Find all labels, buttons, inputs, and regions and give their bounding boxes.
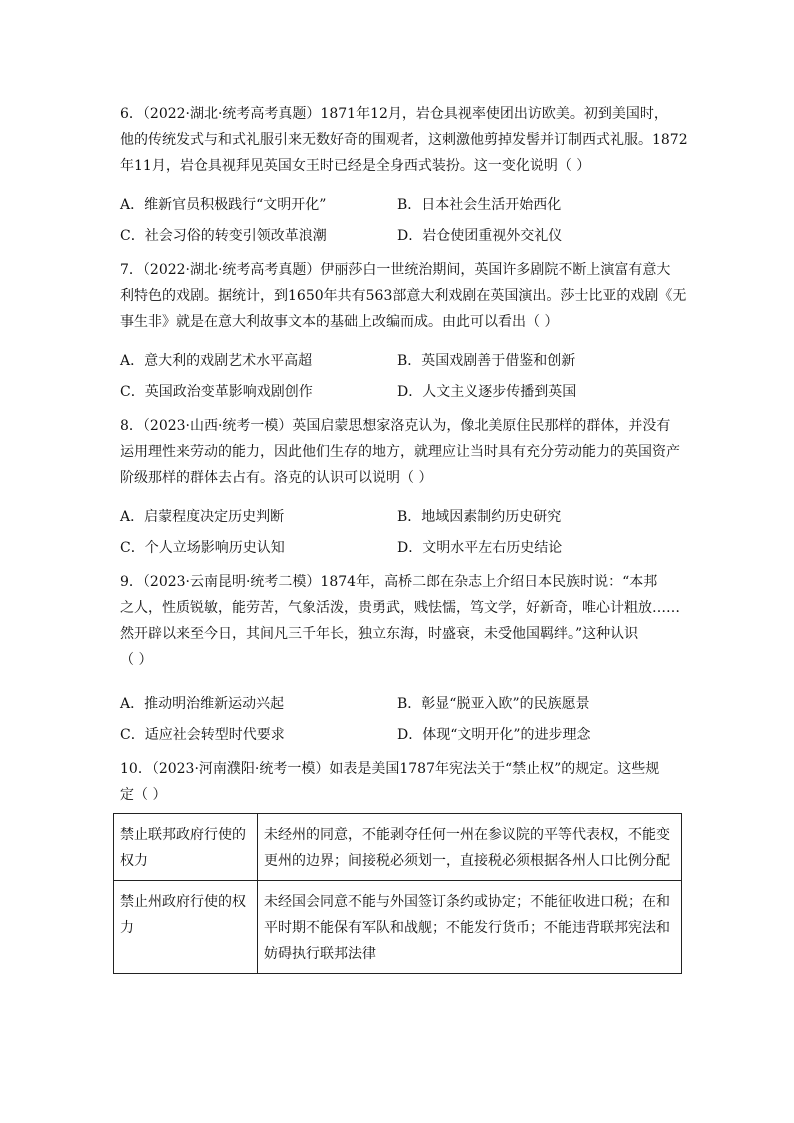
question-6 (120, 101, 688, 179)
question-text-line: 利特色的戏剧。据统计，到1650年共有563部意大利戏剧在英国演出。莎士比亚的戏剧《无 (120, 288, 687, 304)
option-b[interactable]: B．地域因素制约历史研究 (397, 509, 562, 525)
option-d[interactable]: D．文明水平左右历史结论 (397, 540, 563, 556)
question-text-line: 运用理性来劳动的能力，因此他们生存的地方，就理应让当时具有充分劳动能力的英国资产 (120, 444, 680, 460)
option-c[interactable]: C．英国政治变革影响戏剧创作 (120, 384, 313, 400)
question-text-line: （ ） (120, 652, 153, 668)
question-9-options (120, 689, 684, 751)
question-text-line: 之人，性质锐敏，能劳苦，气象活泼，贵勇武，贱怯懦，笃文学，好新奇，唯心计粗放…… (120, 600, 680, 616)
question-text-line: 7．（2022·湖北·统考高考真题）伊丽莎白一世统治期间，英国许多剧院不断上演富有意大 (120, 262, 671, 278)
question-text-line: 年11月，岩仓具视拜见英国女王时已经是全身西式装扮。这一变化说明（ ） (120, 158, 591, 174)
table-row (114, 881, 682, 974)
option-a[interactable]: A．推动明治维新运动兴起 (120, 696, 285, 712)
question-text-line: 事生非》就是在意大利故事文本的基础上改编而成。由此可以看出（ ） (120, 314, 559, 330)
option-b[interactable]: B．彰显“脱亚入欧”的民族愿景 (397, 696, 590, 712)
table-cell: 未经国会同意不能与外国签订条约或协定；不能征收进口税；在和 平时期不能保有军队和战舰；不能发行货币；不能违背联邦宪法和 妨碍执行联邦法律 (258, 881, 682, 974)
option-b[interactable]: B．英国戏剧善于借鉴和创新 (397, 353, 576, 369)
question-text-line: 阶级那样的群体去占有。洛克的认识可以说明（ ） (120, 470, 433, 486)
question-text-line: 8．（2023·山西·统考一模）英国启蒙思想家洛克认为，像北美原住民那样的群体，并没有 (120, 418, 671, 434)
table-row (114, 814, 682, 881)
option-c[interactable]: C．个人立场影响历史认知 (120, 540, 285, 556)
option-c[interactable]: C．适应社会转型时代要求 (120, 727, 285, 743)
question-text-line: 然开辟以来至今日，其间凡三千年长，独立东海，时盛衰，未受他国羁绊。”这种认识 (120, 626, 639, 642)
question-8-options (120, 502, 684, 564)
option-c[interactable]: C．社会习俗的转变引领改革浪潮 (120, 228, 327, 244)
option-a[interactable]: A．维新官员积极践行“文明开化” (120, 197, 327, 213)
question-text-line: 6．（2022·湖北·统考高考真题）1871年12月，岩仓具视率使团出访欧美。初到美国时， (120, 106, 668, 122)
question-text-line: 他的传统发式与和式礼服引来无数好奇的围观者，这刺激他剪掉发髻并订制西式礼服。1872 (120, 132, 688, 148)
option-d[interactable]: D．人文主义逐步传播到英国 (397, 384, 577, 400)
option-d[interactable]: D．体现“文明开化”的进步理念 (397, 727, 591, 743)
option-d[interactable]: D．岩仓使团重视外交礼仪 (397, 228, 563, 244)
question-8 (120, 413, 684, 491)
question-10 (120, 756, 684, 808)
question-9 (120, 569, 684, 673)
option-a[interactable]: A．启蒙程度决定历史判断 (120, 509, 285, 525)
option-b[interactable]: B．日本社会生活开始西化 (397, 197, 562, 213)
question-text-line: 定（ ） (120, 787, 167, 803)
question-text-line: 10．（2023·河南濮阳·统考一模）如表是美国1787年宪法关于“禁止权”的规定。这些规 (120, 761, 660, 777)
question-7-options (120, 346, 684, 408)
table-row-header: 禁止联邦政府行使的 权力 (114, 814, 258, 881)
option-a[interactable]: A．意大利的戏剧艺术水平高超 (120, 353, 313, 369)
table-cell: 未经州的同意，不能剥夺任何一州在参议院的平等代表权，不能变 更州的边界；间接税必须划一，直接税必须根据各州人口比例分配 (258, 814, 682, 881)
question-6-options (120, 190, 684, 252)
table-row-header: 禁止州政府行使的权 力 (114, 881, 258, 974)
question-text-line: 9．（2023·云南昆明·统考二模）1874年，高桥二郎在杂志上介绍日本民族时说：“本邦 (120, 574, 658, 590)
prohibition-table (113, 813, 682, 974)
question-7 (120, 257, 687, 335)
